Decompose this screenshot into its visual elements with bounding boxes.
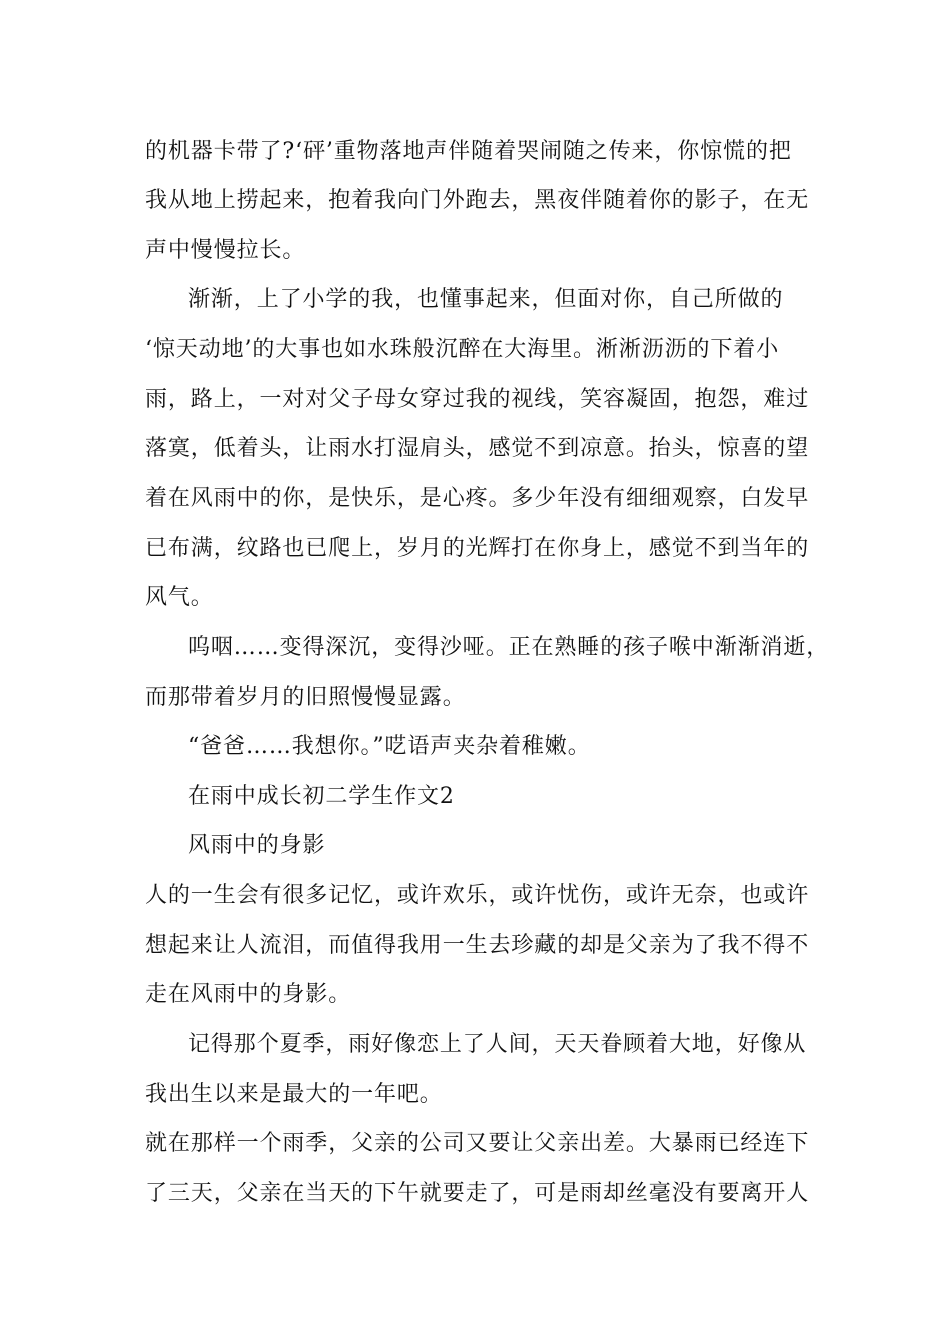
text-line: 着在风雨中的你，是快乐，是心疼。多少年没有细细观察，白发早 <box>145 486 810 511</box>
text-line: 了三天，父亲在当天的下午就要走了，可是雨却丝毫没有要离开人 <box>145 1181 810 1206</box>
text-line: 落寞，低着头，让雨水打湿肩头，感觉不到凉意。抬头，惊喜的望 <box>145 436 810 461</box>
text-line: 就在那样一个雨季，父亲的公司又要让父亲出差。大暴雨已经连下 <box>145 1131 810 1156</box>
text-line: 记得那个夏季，雨好像恋上了人间，天天眷顾着大地，好像从 <box>188 1032 807 1057</box>
essay-title: 风雨中的身影 <box>188 833 326 858</box>
text-line: 的机器卡带了?‘砰’重物落地声伴随着哭闹随之传来，你惊慌的把 <box>145 139 792 164</box>
text-line: ‘惊天动地’的大事也如水珠般沉醉在大海里。淅淅沥沥的下着小 <box>145 337 780 362</box>
text-line: 我出生以来是最大的一年吧。 <box>145 1082 443 1107</box>
text-line: 已布满，纹路也已爬上，岁月的光辉打在你身上，感觉不到当年的 <box>145 536 810 561</box>
text-line: 我从地上捞起来，抱着我向门外跑去，黑夜伴随着你的影子，在无 <box>145 188 810 213</box>
text-line: 风气。 <box>145 585 214 610</box>
text-line: 雨，路上，一对对父子母女穿过我的视线，笑容凝固，抱怨，难过 <box>145 387 810 412</box>
text-line: 呜咽……变得深沉，变得沙哑。正在熟睡的孩子喉中渐渐消逝， <box>188 635 830 660</box>
text-line: 想起来让人流泪，而值得我用一生去珍藏的却是父亲为了我不得不 <box>145 933 810 958</box>
text-line: 渐渐，上了小学的我，也懂事起来，但面对你，自己所做的 <box>188 287 784 312</box>
text-line: 走在风雨中的身影。 <box>145 982 352 1007</box>
text-line: 人的一生会有很多记忆，或许欢乐，或许忧伤，或许无奈，也或许 <box>145 883 810 908</box>
section-title: 在雨中成长初二学生作文2 <box>188 784 455 809</box>
text-line: 声中慢慢拉长。 <box>145 238 306 263</box>
text-line: “爸爸……我想你。”呓语声夹杂着稚嫩。 <box>188 734 591 759</box>
text-line: 而那带着岁月的旧照慢慢显露。 <box>145 685 466 710</box>
